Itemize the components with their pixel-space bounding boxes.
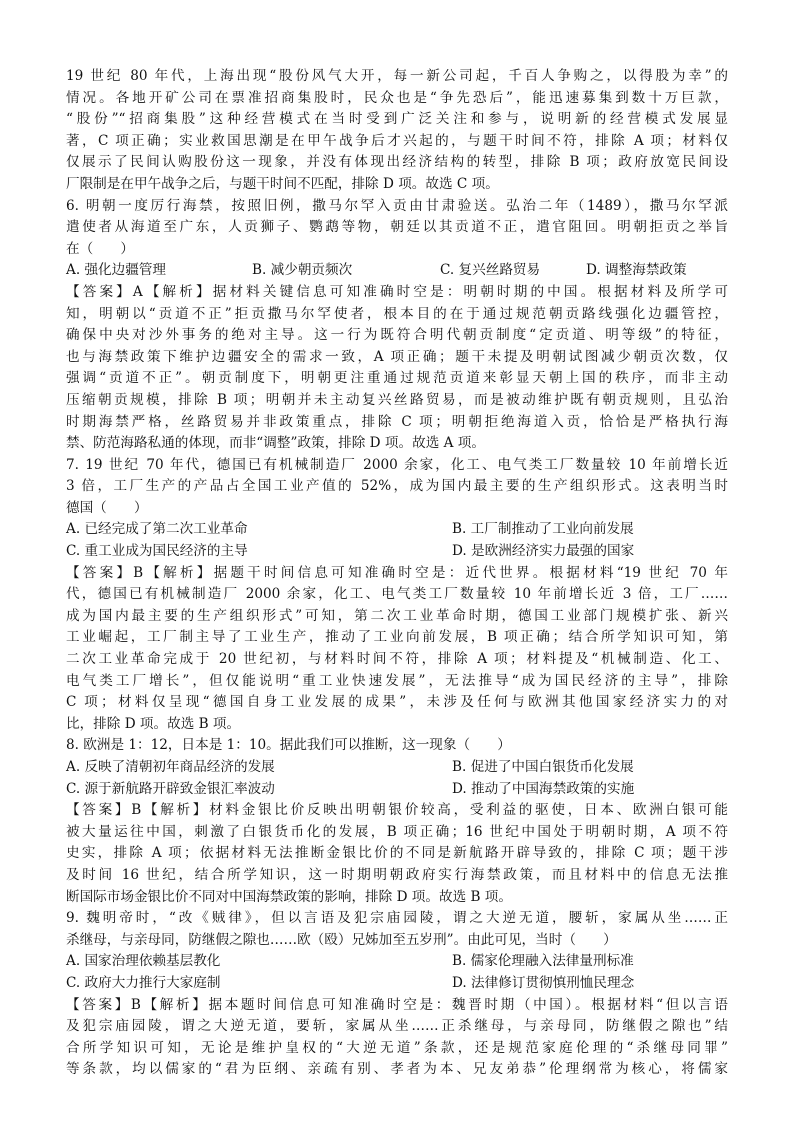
option-b: B. 促进了中国白银货币化发展 <box>452 759 634 775</box>
question-stem-line: 8. 欧洲是 1：12，日本是 1：10。据此我们可以推断，这一现象（ ） <box>66 737 511 754</box>
text-line: “股份”“招商集股”这种经营模式在当时受到广泛关注和参与，说明新的经营模式发展显 <box>66 111 728 128</box>
answer-line: 强调“贡道不正”。朝贡制度下，明朝更注重通过规范贡道来彰显天朝上国的秩序，而非主动 <box>66 370 728 387</box>
answer-line: 被大量运往中国，刺激了白银货币化的发展，B 项正确；16 世纪中国处于明朝时期，A 项不符 <box>66 823 728 840</box>
answer-line: 及犯宗庙园陵，谓之大逆无道，要斩，家属从坐……正杀继母，与亲母同，防继假之隙也”结 <box>66 1018 728 1035</box>
answer-line: 代，德国已有机械制造厂 2000 余家，化工、电气类工厂数量较 10 年前增长近 3 倍，工厂…… <box>66 586 728 603</box>
answer-line: 比，排除 D 项。故选 B 项。 <box>66 715 241 732</box>
answer-line: 【答案】B【解析】据题干时间信息可知准确时空是：近代世界。根据材料“19 世纪 70 年 <box>66 564 728 581</box>
question-9 <box>66 908 728 1081</box>
answer-line: 也与海禁政策下维护边疆安全的需求一致，A 项正确；题干未提及明朝试图减少朝贡次数，仅 <box>66 348 728 365</box>
text-line: 情况。各地开矿公司在票准招商集股时，民众也是“争先恐后”，能迅速募集到数十万巨款， <box>66 89 728 106</box>
text-line: 著，C 项正确；实业救国思潮是在甲午战争后才兴起的，与题干时间不符，排除 A 项；材料仅 <box>66 132 728 149</box>
question-stem-line: 6. 明朝一度厉行海禁，按照旧例，撒马尔罕入贡由甘肃验送。弘治二年（1489），撒马尔罕派 <box>66 197 728 214</box>
answer-line: 时期海禁严格，丝路贸易并非政策重点，排除 C 项；明朝拒绝海道入贡，恰恰是严格执行海 <box>66 413 728 430</box>
options-row <box>66 260 728 282</box>
option-a: A. 反映了清朝初年商品经济的发展 <box>66 759 275 775</box>
options-row <box>66 779 728 801</box>
options-row <box>66 973 728 995</box>
options-row <box>66 519 728 541</box>
document-page <box>66 66 728 1081</box>
answer-line: C 项；材料仅呈现“德国自身工业发展的成果”，未涉及任何与欧洲其他国家经济实力的对 <box>66 694 728 711</box>
answer-line: 二次工业革命完成于 20 世纪初，与材料时间不符，排除 A 项；材料提及“机械制造、化工、 <box>66 651 728 668</box>
question-5-analysis <box>66 66 728 196</box>
option-b: B. 儒家伦理融入法律量刑标准 <box>452 953 634 970</box>
answer-line: 等条款，均以儒家的“君为臣纲、亲疏有别、孝者为本、兄友弟恭”伦理纲常为核心，将儒家 <box>66 1061 728 1078</box>
question-stem-line: 7. 19 世纪 70 年代，德国已有机械制造厂 2000 余家，化工、电气类工厂数量较 10 年前增长近 <box>66 456 728 473</box>
answer-line: 【答案】B【解析】据本题时间信息可知准确时空是：魏晋时期（中国）。根据材料“但以言语 <box>66 996 728 1013</box>
answer-line: 确保中央对沙外事务的绝对主导。这一行为既符合明代朝贡制度“定贡道、明等级”的特征， <box>66 327 728 344</box>
answer-line: 及时间 16 世纪，结合所学知识，这一时期明朝政府实行海禁政策，而且材料中的信息无法推 <box>66 866 728 883</box>
option-a: A. 国家治理依赖基层教化 <box>66 953 221 970</box>
answer-line: 合所学知识可知，无论是维护皇权的“大逆无道”条款，还是规范家庭伦理的“杀继母同罪” <box>66 1039 728 1056</box>
options-row <box>66 541 728 563</box>
question-stem-line: 9. 魏明帝时，“改《贼律》，但以言语及犯宗庙园陵，谓之大逆无道，腰斩，家属从坐……正 <box>66 910 728 927</box>
answer-line: 知，明朝以“贡道不正”拒贡撒马尔罕使者，根本目的在于通过规范朝贡路线强化边疆管控， <box>66 305 728 322</box>
option-d: D. 是欧洲经济实力最强的国家 <box>452 543 635 560</box>
text-line: 仅展示了民间认购股份这一现象，并没有体现出经济结构的转型，排除 B 项；政府放宽民间设 <box>66 154 728 171</box>
question-stem-line: 在（ ） <box>66 240 134 257</box>
answer-line: 成为国内最主要的生产组织形式”可知，第二次工业革命时期，德国工业部门规模扩张、新兴 <box>66 607 728 624</box>
option-a: A. 已经完成了第二次工业革命 <box>66 521 248 538</box>
answer-line: 【答案】B【解析】材料金银比价反映出明朝银价较高，受利益的驱使，日本、欧洲白银可能 <box>66 802 728 819</box>
question-7 <box>66 455 728 736</box>
option-a: A. 强化边疆管理 <box>66 262 167 279</box>
option-c: C. 复兴丝路贸易 <box>440 262 541 279</box>
question-stem-line: 遣使者从海道至广东，人贡狮子、鹦鹉等物，朝廷以其贡道不正，遣官阻回。明朝拒贡之举旨 <box>66 219 728 236</box>
answer-line: 电气类工厂增长”，但仅能说明“重工业快速发展”，无法推导“成为国民经济的主导”，排除 <box>66 672 728 689</box>
question-6 <box>66 196 728 455</box>
option-c: C. 源于新航路开辟致金银汇率波动 <box>66 780 275 797</box>
question-8 <box>66 735 728 908</box>
options-row <box>66 757 728 779</box>
option-c: C. 政府大力推行大家庭制 <box>66 974 221 991</box>
answer-line: 史实，排除 A 项；依据材料无法推断金银比价的不同是新航路开辟导致的，排除 C 项；题干涉 <box>66 845 728 862</box>
option-d: D. 法律修订贯彻慎刑恤民理念 <box>452 974 635 991</box>
option-c: C. 重工业成为国民经济的主导 <box>66 543 248 560</box>
option-d: D. 调整海禁政策 <box>586 262 687 279</box>
option-d: D. 推动了中国海禁政策的实施 <box>452 780 635 797</box>
option-b: B. 工厂制推动了工业向前发展 <box>452 521 634 538</box>
question-stem-line: 德国（ ） <box>66 499 148 516</box>
question-stem-line: 3 倍，工厂生产的产品占全国工业产值的 52%，成为国内最主要的生产组织形式。这表明当时 <box>66 478 728 495</box>
text-line: 厂限制是在甲午战争之后，与题干时间不匹配，排除 D 项。故选 C 项。 <box>66 175 499 192</box>
answer-line: 压缩朝贡规模，排除 B 项；明朝并未主动复兴丝路贸易，而是被动维护既有朝贡规则，且弘治 <box>66 391 728 408</box>
answer-line: 【答案】A【解析】据材料关键信息可知准确时空是：明朝时期的中国。根据材料及所学可 <box>66 283 728 300</box>
option-b: B. 减少朝贡频次 <box>252 262 353 279</box>
options-row <box>66 951 728 973</box>
answer-line: 工业崛起，工厂制主导了工业生产，推动了工业向前发展，B 项正确；结合所学知识可知，第 <box>66 629 728 646</box>
text-line: 19 世纪 80 年代，上海出现“股份风气大开，每一新公司起，千百人争购之，以得股为幸”的 <box>66 68 728 84</box>
answer-line: 禁、防范海路私通的体现，而非“调整”政策，排除 D 项。故选 A 项。 <box>66 435 485 452</box>
question-stem-line: 杀继母，与亲母同，防继假之隙也……欧（殴）兄姊加至五岁刑”。由此可见，当时（ ） <box>66 931 617 948</box>
answer-line: 断国际市场金银比价不同对中国海禁政策的影响，排除 D 项。故选 B 项。 <box>66 888 512 905</box>
